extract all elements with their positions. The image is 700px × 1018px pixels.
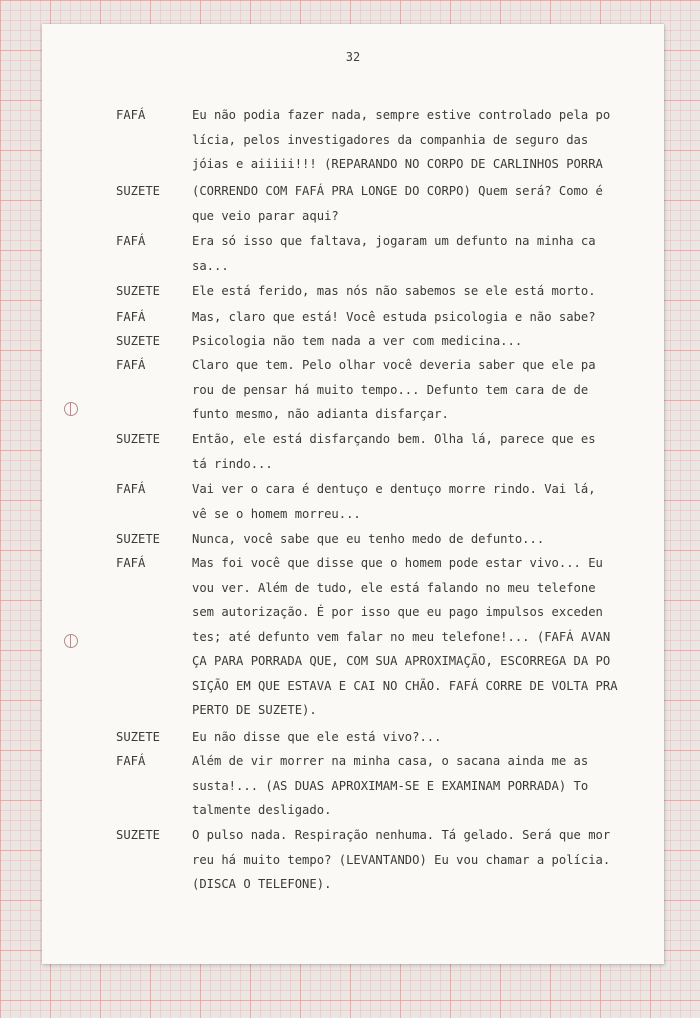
typewritten-page [42,24,664,964]
dialogue-line [42,503,664,525]
speaker-name: FAFÁ [116,108,146,122]
dialogue-line [42,577,664,599]
page-number: 32 [345,50,361,64]
dialogue-text: jóias e aiiiii!!! (REPARANDO NO CORPO DE CARLINHOS PORRA [192,157,603,171]
dialogue-text: sem autorização. É por isso que eu pago impulsos exceden [192,605,603,619]
speaker-name: FAFÁ [116,310,146,324]
punch-hole-mark-icon [64,402,78,416]
dialogue-line [42,104,664,126]
dialogue-text: Claro que tem. Pelo olhar você deveria saber que ele pa [192,358,596,372]
dialogue-text: Nunca, você sabe que eu tenho medo de defunto... [192,532,545,546]
dialogue-line [42,230,664,252]
dialogue-line [42,849,664,871]
speaker-name: SUZETE [116,828,161,842]
speaker-name: FAFÁ [116,358,146,372]
dialogue-line [42,478,664,500]
dialogue-text: reu há muito tempo? (LEVANTANDO) Eu vou chamar a polícia. [192,852,611,867]
dialogue-text: Psicologia não tem nada a ver com medicina... [192,334,523,348]
dialogue-text: SIÇÃO EM QUE ESTAVA E CAI NO CHÃO. FAFÁ CORRE DE VOLTA PRA [192,678,618,693]
dialogue-text: talmente desligado. [192,803,332,817]
dialogue-text: Além de vir morrer na minha casa, o sacana ainda me as [192,754,589,768]
speaker-name: SUZETE [116,532,161,546]
dialogue-line [42,699,664,721]
dialogue-line [42,726,664,748]
dialogue-text: sa... [192,258,229,273]
punch-hole-mark-icon [64,634,78,648]
dialogue-text: rou de pensar há muito tempo... Defunto tem cara de de [192,382,589,397]
dialogue-line [42,180,664,202]
dialogue-text: (CORRENDO COM FAFÁ PRA LONGE DO CORPO) Quem será? Como é [192,184,603,198]
dialogue-text: funto mesmo, não adianta disfarçar. [192,407,449,421]
dialogue-text: lícia, pelos investigadores da companhia de seguro das [192,132,589,147]
dialogue-text: susta!... (AS DUAS APROXIMAM-SE E EXAMINAM PORRADA) To [192,778,589,793]
dialogue-text: vê se o homem morreu... [192,506,361,521]
dialogue-line [42,552,664,574]
dialogue-line [42,528,664,550]
dialogue-line [42,750,664,772]
dialogue-text: Ele está ferido, mas nós não sabemos se ele está morto. [192,284,596,298]
dialogue-line [42,824,664,846]
dialogue-text: Era só isso que faltava, jogaram um defunto na minha ca [192,234,596,248]
dialogue-line [42,775,664,797]
dialogue-text: Vai ver o cara é dentuço e dentuço morre rindo. Vai lá, [192,482,596,496]
dialogue-text: vou ver. Além de tudo, ele está falando no meu telefone [192,580,596,595]
speaker-name: SUZETE [116,334,161,348]
speaker-name: SUZETE [116,284,161,298]
dialogue-line [42,601,664,623]
dialogue-text: tá rindo... [192,456,273,471]
dialogue-line [42,428,664,450]
speaker-name: FAFÁ [116,482,146,496]
dialogue-line [42,306,664,328]
dialogue-line [42,403,664,425]
dialogue-text: Mas foi você que disse que o homem pode estar vivo... Eu [192,556,603,570]
dialogue-line [42,799,664,821]
dialogue-line [42,255,664,277]
dialogue-line [42,129,664,151]
dialogue-line [42,354,664,376]
dialogue-text: PERTO DE SUZETE). [192,703,317,717]
dialogue-text: (DISCA O TELEFONE). [192,877,332,891]
dialogue-text: Mas, claro que está! Você estuda psicologia e não sabe? [192,310,596,324]
dialogue-text: O pulso nada. Respiração nenhuma. Tá gelado. Será que mor [192,828,611,842]
speaker-name: SUZETE [116,184,161,198]
dialogue-text: ÇA PARA PORRADA QUE, COM SUA APROXIMAÇÃO, ESCORREGA DA PO [192,654,611,668]
dialogue-line [42,650,664,672]
dialogue-line [42,280,664,302]
dialogue-line [42,330,664,352]
dialogue-line [42,453,664,475]
dialogue-text: Então, ele está disfarçando bem. Olha lá, parece que es [192,432,596,446]
speaker-name: FAFÁ [116,556,146,570]
speaker-name: SUZETE [116,432,161,446]
dialogue-line [42,205,664,227]
speaker-name: FAFÁ [116,234,146,248]
dialogue-line [42,626,664,648]
dialogue-text: Eu não disse que ele está vivo?... [192,730,442,744]
dialogue-line [42,153,664,175]
dialogue-line [42,379,664,401]
dialogue-text: tes; até defunto vem falar no meu telefone!... (FAFÁ AVAN [192,629,611,644]
dialogue-line [42,675,664,697]
dialogue-text: Eu não podia fazer nada, sempre estive controlado pela po [192,108,611,122]
dialogue-text: que veio parar aqui? [192,208,339,223]
speaker-name: FAFÁ [116,754,146,768]
dialogue-line [42,873,664,895]
speaker-name: SUZETE [116,730,161,744]
